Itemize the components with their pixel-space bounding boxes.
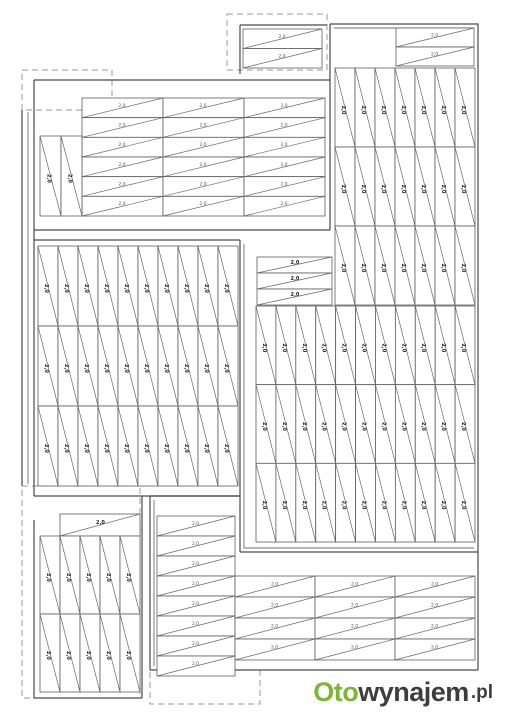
panel-size-label: 2,0 bbox=[380, 263, 386, 273]
panel-size-label: 2,0 bbox=[420, 184, 426, 194]
panel-size-label: 2,0 bbox=[351, 603, 359, 609]
room-top-small bbox=[243, 29, 322, 68]
panel-size-label: 2,0 bbox=[360, 422, 367, 431]
panel-size-label: 2,0 bbox=[199, 202, 207, 208]
panel-size-label: 2,0 bbox=[431, 624, 439, 630]
panel-size-label: 2,0 bbox=[118, 202, 126, 208]
panel-size-label: 2,0 bbox=[183, 444, 189, 453]
panel-size-label: 2,0 bbox=[280, 500, 287, 510]
panel-size-label: 2,0 bbox=[300, 422, 307, 431]
panel-size-label: 2,0 bbox=[105, 651, 111, 660]
panel-size-label: 2,0 bbox=[63, 284, 69, 293]
panel-size-label: 2,0 bbox=[63, 364, 69, 373]
panel-size-label: 2,0 bbox=[278, 54, 286, 60]
heating-panel-rooms bbox=[38, 28, 475, 692]
panel-size-label: 2,0 bbox=[380, 343, 387, 353]
panel-size-label: 2,0 bbox=[66, 174, 73, 183]
panel-size-label: 2,0 bbox=[192, 602, 200, 607]
room-bottom-left bbox=[40, 536, 140, 692]
panel-size-label: 2,0 bbox=[280, 422, 287, 431]
room-upper-left-side bbox=[40, 136, 82, 216]
panel-size-label: 2,0 bbox=[183, 364, 189, 373]
panel-size-label: 2,0 bbox=[460, 263, 466, 273]
panel-size-label: 2,0 bbox=[199, 182, 207, 188]
panel-size-label: 2,0 bbox=[223, 444, 229, 453]
panel-size-label: 2,0 bbox=[400, 422, 407, 431]
panel-size-label: 2,0 bbox=[320, 343, 327, 353]
panel-size-label: 2,0 bbox=[380, 184, 386, 194]
panel-size-label: 2,0 bbox=[85, 651, 91, 660]
panel-size-label: 2,0 bbox=[260, 343, 267, 353]
room-bottom-center-left bbox=[157, 516, 235, 676]
panel-size-label: 2,0 bbox=[192, 622, 200, 627]
otowynajem-logo bbox=[313, 679, 493, 706]
panel-size-label: 2,0 bbox=[300, 500, 307, 510]
panel-size-label: 2,0 bbox=[280, 343, 287, 353]
panel-size-label: 2,0 bbox=[118, 162, 126, 168]
panel-size-label: 2,0 bbox=[300, 343, 307, 353]
panel-size-label: 2,0 bbox=[199, 123, 207, 129]
panel-size-label: 2,0 bbox=[192, 662, 200, 667]
panel-size-label: 2,0 bbox=[271, 624, 279, 630]
panel-size-label: 2,0 bbox=[65, 651, 71, 660]
logo-text-tld: .pl bbox=[470, 682, 493, 703]
panel-size-label: 2,0 bbox=[460, 105, 466, 115]
panel-size-label: 2,0 bbox=[440, 263, 446, 273]
panel-size-label: 2,0 bbox=[203, 284, 209, 293]
panel-size-label: 2,0 bbox=[199, 162, 207, 168]
panel-size-label: 2,0 bbox=[380, 422, 387, 431]
panel-size-label: 2,0 bbox=[460, 184, 466, 194]
panel-size-label: 2,0 bbox=[163, 444, 169, 453]
panel-size-label: 2,0 bbox=[351, 582, 359, 588]
panel-size-label: 2,0 bbox=[360, 343, 367, 353]
panel-size-label: 2,0 bbox=[271, 645, 279, 651]
panel-size-label: 2,0 bbox=[460, 422, 467, 431]
panel-size-label: 2,0 bbox=[203, 444, 209, 453]
panel-size-label: 2,0 bbox=[290, 292, 300, 298]
panel-size-label: 2,0 bbox=[380, 105, 386, 115]
panel-size-label: 2,0 bbox=[420, 105, 426, 115]
panel-size-label: 2,0 bbox=[431, 645, 439, 651]
panel-size-label: 2,0 bbox=[340, 343, 347, 353]
panel-size-label: 2,0 bbox=[43, 444, 49, 453]
panel-size-label: 2,0 bbox=[143, 444, 149, 453]
panel-size-label: 2,0 bbox=[320, 500, 327, 510]
panel-size-label: 2,0 bbox=[431, 52, 439, 58]
panel-size-label: 2,0 bbox=[400, 343, 407, 353]
panel-size-label: 2,0 bbox=[400, 500, 407, 510]
panel-size-label: 2,0 bbox=[163, 364, 169, 373]
panel-size-label: 2,0 bbox=[271, 582, 279, 588]
panel-size-label: 2,0 bbox=[280, 162, 288, 168]
panel-size-label: 2,0 bbox=[420, 422, 427, 431]
panel-size-label: 2,0 bbox=[192, 642, 200, 647]
panel-size-label: 2,0 bbox=[440, 184, 446, 194]
panel-size-label: 2,0 bbox=[192, 562, 200, 567]
panel-size-label: 2,0 bbox=[360, 500, 367, 510]
panel-size-label: 2,0 bbox=[351, 645, 359, 651]
panel-size-label: 2,0 bbox=[118, 103, 126, 109]
panel-size-label: 2,0 bbox=[103, 444, 109, 453]
panel-size-label: 2,0 bbox=[45, 174, 52, 183]
panel-size-label: 2,0 bbox=[123, 364, 129, 373]
panel-size-label: 2,0 bbox=[340, 184, 346, 194]
panel-size-label: 2,0 bbox=[431, 33, 439, 39]
logo-text-oto: Oto bbox=[313, 677, 359, 707]
panel-size-label: 2,0 bbox=[118, 143, 126, 149]
panel-size-label: 2,0 bbox=[460, 500, 467, 510]
panel-size-label: 2,0 bbox=[199, 143, 207, 149]
panel-size-label: 2,0 bbox=[278, 34, 286, 40]
panel-size-label: 2,0 bbox=[290, 276, 300, 282]
room-upper-left bbox=[82, 98, 325, 216]
panel-size-label: 2,0 bbox=[431, 603, 439, 609]
panel-size-label: 2,0 bbox=[103, 364, 109, 373]
panel-size-label: 2,0 bbox=[45, 573, 51, 582]
logo-text-wynajem: wynajem bbox=[358, 677, 469, 707]
panel-size-label: 2,0 bbox=[320, 422, 327, 431]
panel-size-label: 2,0 bbox=[183, 284, 189, 293]
panel-size-label: 2,0 bbox=[280, 143, 288, 149]
panel-size-label: 2,0 bbox=[105, 573, 111, 582]
panel-size-label: 2,0 bbox=[65, 573, 71, 582]
panel-size-label: 2,0 bbox=[43, 364, 49, 373]
panel-size-label: 2,0 bbox=[260, 422, 267, 431]
panel-size-label: 2,0 bbox=[400, 184, 406, 194]
panel-size-label: 2,0 bbox=[223, 284, 229, 293]
panel-size-label: 2,0 bbox=[199, 103, 207, 109]
panel-size-label: 2,0 bbox=[203, 364, 209, 373]
panel-size-label: 2,0 bbox=[63, 444, 69, 453]
panel-size-label: 2,0 bbox=[420, 500, 427, 510]
room-center-small bbox=[257, 257, 332, 305]
panel-size-label: 2,0 bbox=[271, 603, 279, 609]
panel-size-label: 2,0 bbox=[420, 343, 427, 353]
panel-size-label: 2,0 bbox=[83, 284, 89, 293]
panel-size-label: 2,0 bbox=[85, 573, 91, 582]
panel-size-label: 2,0 bbox=[460, 343, 467, 353]
panel-size-label: 2,0 bbox=[290, 260, 300, 266]
panel-size-label: 2,0 bbox=[83, 364, 89, 373]
panel-size-label: 2,0 bbox=[280, 182, 288, 188]
panel-size-label: 2,0 bbox=[400, 263, 406, 273]
room-top-right-small bbox=[396, 28, 474, 66]
panel-size-label: 2,0 bbox=[360, 184, 366, 194]
panel-size-label: 2,0 bbox=[143, 364, 149, 373]
panel-size-label: 2,0 bbox=[340, 263, 346, 273]
panel-size-label: 2,0 bbox=[440, 422, 447, 431]
panel-size-label: 2,0 bbox=[45, 651, 51, 660]
panel-size-label: 2,0 bbox=[83, 444, 89, 453]
panel-size-label: 2,0 bbox=[340, 105, 346, 115]
panel-size-label: 2,0 bbox=[192, 522, 200, 527]
panel-size-label: 2,0 bbox=[43, 284, 49, 293]
panel-size-label: 2,0 bbox=[431, 582, 439, 588]
room-bottom-center bbox=[235, 576, 475, 660]
panel-size-label: 2,0 bbox=[400, 105, 406, 115]
panel-size-label: 2,0 bbox=[380, 500, 387, 510]
room-right-middle bbox=[256, 306, 475, 542]
panel-size-label: 2,0 bbox=[192, 542, 200, 547]
panel-size-label: 2,0 bbox=[223, 364, 229, 373]
panel-size-label: 2,0 bbox=[192, 582, 200, 587]
room-bottom-left-top bbox=[60, 514, 140, 536]
panel-size-label: 2,0 bbox=[440, 105, 446, 115]
panel-size-label: 2,0 bbox=[340, 500, 347, 510]
panel-size-label: 2,0 bbox=[440, 500, 447, 510]
panel-size-label: 2,0 bbox=[340, 422, 347, 431]
panel-size-label: 2,0 bbox=[163, 284, 169, 293]
panel-size-label: 2,0 bbox=[143, 284, 149, 293]
room-middle-left bbox=[38, 246, 238, 486]
panel-size-label: 2,0 bbox=[103, 284, 109, 293]
room-right-large bbox=[335, 68, 475, 305]
panel-size-label: 2,0 bbox=[280, 103, 288, 109]
panel-size-label: 2,0 bbox=[360, 105, 366, 115]
panel-size-label: 2,0 bbox=[280, 202, 288, 208]
panel-size-label: 2,0 bbox=[351, 624, 359, 630]
panel-size-label: 2,0 bbox=[125, 573, 131, 582]
panel-size-label: 2,0 bbox=[125, 651, 131, 660]
panel-size-label: 2,0 bbox=[118, 123, 126, 129]
panel-size-label: 2,0 bbox=[440, 343, 447, 353]
panel-size-label: 2,0 bbox=[123, 284, 129, 293]
panel-size-label: 2,0 bbox=[123, 444, 129, 453]
panel-size-label: 2,0 bbox=[260, 500, 267, 510]
panel-size-label: 2,0 bbox=[96, 520, 105, 526]
panel-size-label: 2,0 bbox=[360, 263, 366, 273]
panel-size-label: 2,0 bbox=[420, 263, 426, 273]
panel-size-label: 2,0 bbox=[118, 182, 126, 188]
panel-size-label: 2,0 bbox=[280, 123, 288, 129]
